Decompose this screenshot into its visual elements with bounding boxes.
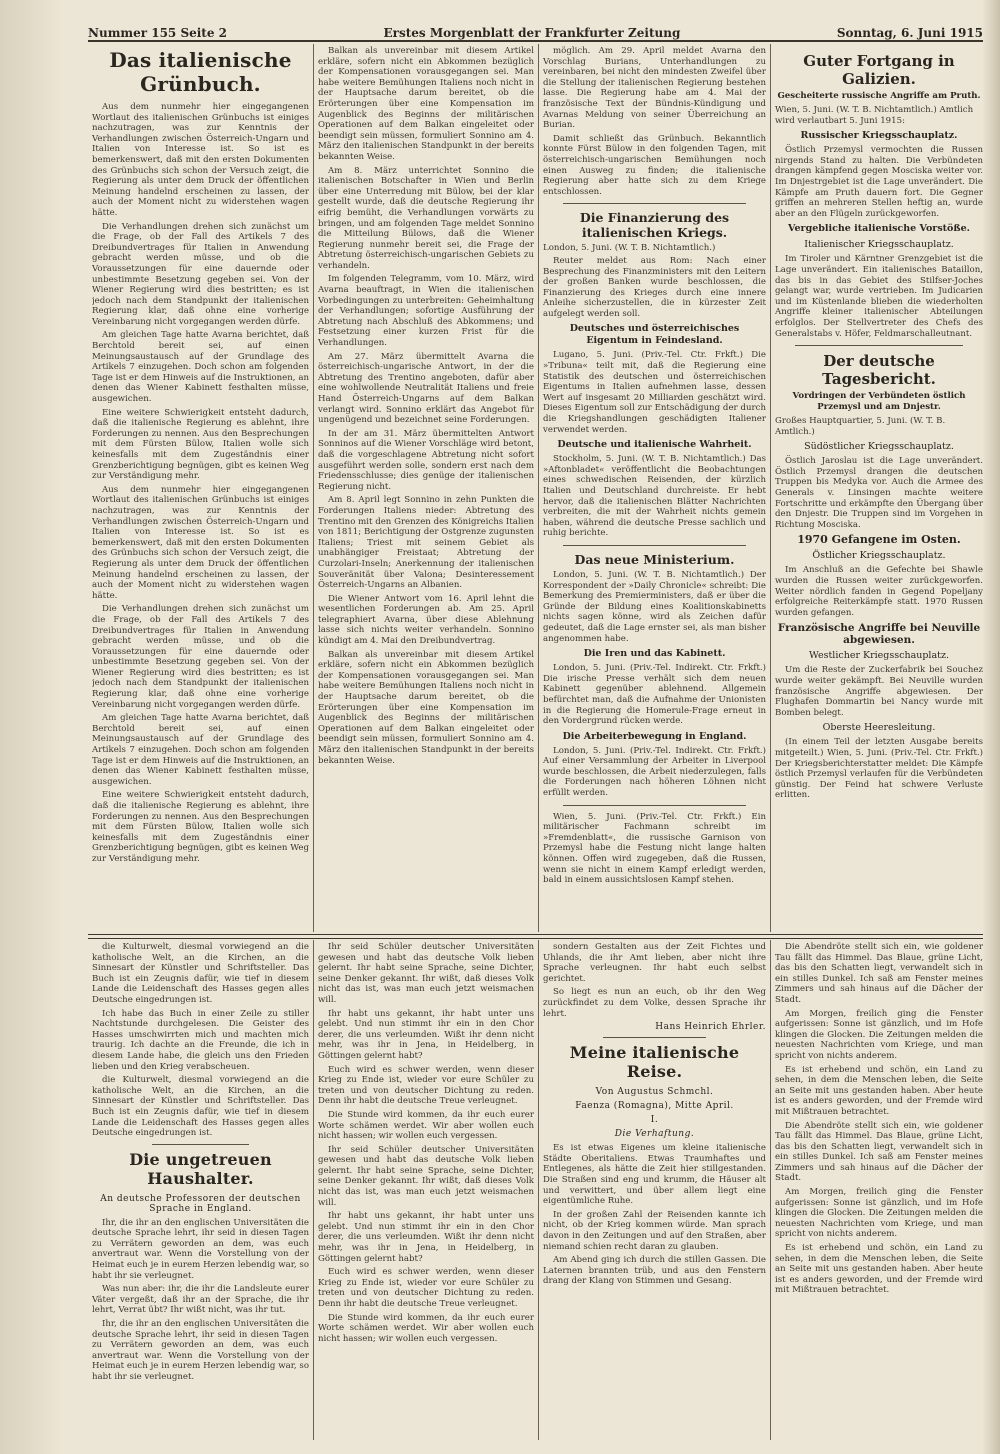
feuilleton-subtitle: An deutsche Professoren der deutschen Sprache in England. bbox=[100, 1193, 301, 1214]
binding-shadow bbox=[0, 0, 62, 1454]
paragraph: Ihr, die ihr an den englischen Universitäten die deutsche Sprache lehrt, ihr seid in diesen Tagen zu Verrätern geworden an dem, was euch anvertraut war. Wenn die Vorstellung von der Heimat euch je in eurem Herzen lebendig war, so habt ihr sie verleugnet. bbox=[92, 1319, 309, 1382]
paragraph: London, 5. Juni. (Priv.-Tel. Indirekt. Ctr. Frkft.) Die irische Presse verhält sich dem neuen Kabinett gegenüber ablehnend. Allgemein befürchtet man, daß die Aufnahme der Unionisten in die Regierung die Homerule-Frage erneut in den Vordergrund rücken werde. bbox=[543, 663, 766, 727]
paragraph: Östlich Przemysl vermochten die Russen nirgends Stand zu halten. Die Verbündeten drangen kämpfend gegen Mosciska weiter vor. Im Dnjestrgebiet ist die Lage unverändert. Die Kämpfe am Pruth dauern fort. Die Gegner griffen an mehreren Stellen heftig an, wurde aber an den Flügeln zurückgeworfen. bbox=[775, 145, 983, 219]
paragraph: möglich. Am 29. April meldet Avarna den Vorschlag Burians, Unterhandlungen zu vereinbaren, bei nicht den mindesten Zweifel über die Stellung der italienischen Regierung bestehen lasse. Die Regierung habe am 4. Mai der französische Text der Bündnis-Kündigung und Avarnas Meldung von seiner Überreichung an Burian. bbox=[543, 46, 766, 131]
paragraph: London, 5. Juni. (W. T. B. Nichtamtlich.) Der Korrespondent der »Daily Chronicle« schreibt: Die Bemerkung des Premierministers, daß er über die Gründe der Bildung eines Koalitionskabinetts nichts sagen könne, wird als Zeichen dafür gedeutet, daß die Lage ernster sei, als man bisher angenommen habe. bbox=[543, 569, 766, 644]
paragraph: Es ist erhebend und schön, ein Land zu sehen, in dem die Menschen leben, die Seite an Seite mit uns gestanden haben. Aber heute ist es anders geworden, und der Fremde wird mit Mißtrauen betrachtet. bbox=[775, 1064, 983, 1117]
theater-heading: Russischer Kriegsschauplatz. bbox=[800, 130, 958, 142]
paragraph: sondern Gestalten aus der Zeit Fichtes und Uhlands, die ihr Amt lieben, aber nicht ihre Sprache verleugnen. Ihr habt euch selbst gerichtet. bbox=[543, 942, 766, 984]
column-rule bbox=[770, 44, 771, 932]
paragraph: Am gleichen Tage hatte Avarna berichtet, daß Berchtold bereit sei, auf einen Meinungsaustausch auf der Grundlage des Artikels 7 einzugehen. Doch schon am folgenden Tage ist er dem Hinweis auf die Instruktionen, an denen das Wiener Kabinett festhalten müsse, ausgewichen. bbox=[92, 330, 309, 405]
feuilleton-divider bbox=[88, 934, 983, 939]
paragraph: Euch wird es schwer werden, wenn dieser Krieg zu Ende ist, wieder vor eure Schüler zu treten und von deutscher Dichtung zu reden. Denn ihr habt die deutsche Treue verleugnet. bbox=[318, 1267, 534, 1309]
paragraph: Am Morgen, freilich ging die Fenster aufgerissen: Sonne ist gänzlich, und im Hofe klingen die Glocken. Die Zeitungen melden die neuesten Nachrichten vom Kriege, und man spricht von nichts anderem. bbox=[775, 1187, 983, 1240]
feuilleton-column-4 bbox=[775, 942, 983, 1442]
paragraph: Aus dem nunmehr hier eingegangenen Wortlaut des italienischen Grünbuchs ist einiges nachzutragen, was zur Kenntnis der Verhandlungen zwischen Österreich-Ungarn und Italien von Interesse ist. So ist es bemerkenswert, daß mit den ersten Dokumenten des Grünbuchs sich schon der Versuch zeigt, die Regierung als unter dem Druck der öffentlichen Meinung handelnd erscheinen zu lassen, der auch der Moment nicht zu widerstehen wagen hätte. bbox=[92, 484, 309, 601]
paragraph: Was nun aber: ihr, die ihr die Landsleute eurer Väter vergeßt, daß ihr an der Sprache, die ihr lehrt, Verrat übt? Ihr wißt nicht, was ihr tut. bbox=[92, 1284, 309, 1316]
paragraph: Die Verhandlungen drehen sich zunächst um die Frage, ob der Fall des Artikels 7 des Dreibundvertrages für Italien in Anwendung gebracht werden müsse, und ob die Voraussetzungen für eine dauernde oder unbestimmte Besetzung gegeben sei. Von der Wiener Regierung wird dies bestritten; es ist jedoch nach dem Standpunkt der italienischen Regierung klar, daß ohne eine vorherige Vereinbarung nicht vorgegangen werden dürfe. bbox=[92, 604, 309, 710]
paragraph: Die Abendröte stellt sich ein, wie goldener Tau fällt das Himmel. Das Blaue, grüne Licht, das bis den Schatten liegt, verwandelt sich in ein stilles Dunkel. Ich saß am Fenster meines Zimmers und sah hinaus auf die Dächer der Stadt. bbox=[775, 1120, 983, 1184]
paragraph: Ihr habt uns gekannt, ihr habt unter uns gelebt. Und nun stimmt ihr ein in den Chor derer, die uns verleumden. Wißt ihr denn nicht mehr, was ihr in Jena, in Heidelberg, in Göttingen gelernt habt? bbox=[318, 1211, 534, 1264]
paragraph: Östlich Jaroslau ist die Lage unverändert. Östlich Przemysl drangen die deutschen Truppen bis Medyka vor. Auch die Armee des Generals v. Linsingen machte weitere Fortschritte und erkämpfte den Übergang über den Dnjestr. Die Truppen sind im Vorgehen in Richtung Mosciska. bbox=[775, 456, 983, 530]
paragraph: Am Morgen, freilich ging die Fenster aufgerissen: Sonne ist gänzlich, und im Hofe klingen die Glocken. Die Zeitungen melden die neuesten Nachrichten vom Kriege, und man spricht von nichts anderem. bbox=[775, 1008, 983, 1061]
column-4 bbox=[775, 46, 983, 930]
section-divider bbox=[152, 1144, 249, 1145]
feuilleton-column-3 bbox=[543, 942, 766, 1442]
paragraph: In der am 31. März übermittelten Antwort Sonninos auf die Wiener Vorschläge wird betont, daß die vorgeschlagene Abtretung nicht sofort ausgeführt werden solle, sondern erst nach dem Friedensschlusse; dies genüge der italienischen Regierung nicht. bbox=[318, 428, 534, 492]
section-divider bbox=[603, 1037, 706, 1038]
column-rule bbox=[313, 44, 314, 932]
column-rule bbox=[770, 940, 771, 1440]
article-title-gruenbuch: Das italienische Grünbuch. bbox=[109, 48, 292, 96]
article-title-tagesbericht: Der deutsche Tagesbericht. bbox=[822, 352, 936, 389]
issue-number: Nummer 155 Seite 2 bbox=[88, 26, 228, 40]
paragraph: Die Stunde wird kommen, da ihr euch eurer Worte schämen werdet. Wir aber wollen euch nicht hassen; wir wollen euch vergessen. bbox=[318, 1109, 534, 1142]
paragraph: Ihr seid Schüler deutscher Universitäten gewesen und habt das deutsche Volk lieben gelernt. Ihr habt seine Sprache, seine Dichter, seine Denker gekannt. Ihr wißt, daß dieses Volk nicht das ist, was man euch jetzt weismachen will. bbox=[318, 942, 534, 1005]
article-title-property: Deutsches und österreichisches Eigentum in Feindesland. bbox=[569, 323, 740, 347]
place-dateline: Faenza (Romagna), Mitte April. bbox=[575, 1101, 734, 1112]
paragraph: London, 5. Juni. (Priv.-Tel. Indirekt. Ctr. Frkft.) Auf einer Versammlung der Arbeiter in Liverpool wurde beschlossen, die Arbeit niederzulegen, falls die Forderungen nach höheren Löhnen nicht erfüllt werden. bbox=[543, 745, 766, 799]
signature: Hans Heinrich Ehrler. bbox=[655, 1022, 766, 1033]
paragraph: Am gleichen Tage hatte Avarna berichtet, daß Berchtold bereit sei, auf einen Meinungsaustausch auf der Grundlage des Artikels 7 einzugehen. Doch schon am folgenden Tage ist er dem Hinweis auf die Instruktionen, an denen das Wiener Kabinett festhalten müsse, ausgewichen. bbox=[92, 713, 309, 787]
page-header bbox=[88, 22, 983, 42]
paragraph: die Kulturwelt, diesmal vorwiegend an die katholische Welt, an die Kirchen, an die Sinnesart der Künstler und Schriftsteller. Das Buch ist ein Zeugnis dafür, wie tief in diesem Lande die Leidenschaft des Hasses gegen alles Deutsche eingedrungen ist. bbox=[92, 942, 309, 1005]
column-2 bbox=[318, 46, 534, 930]
theater-heading: Südöstlicher Kriegsschauplatz. bbox=[804, 441, 954, 453]
paragraph: Euch wird es schwer werden, wenn dieser Krieg zu Ende ist, wieder vor eure Schüler zu treten und von deutscher Dichtung zu reden. Denn ihr habt die deutsche Treue verleugnet. bbox=[318, 1064, 534, 1107]
dateline: Wien, 5. Juni. (W. T. B. Nichtamtlich.) Amtlich wird verlautbart 5. Juni 1915: bbox=[775, 105, 974, 126]
article-subtitle: Vordringen der Verbündeten östlich Przemysl und am Dnjestr. bbox=[792, 391, 966, 413]
paragraph: Am 8. März unterrichtet Sonnino die italienischen Botschafter in Wien und Berlin über eine Unterredung mit Bülow, bei der klar gestellt wurde, daß die deutsche Regierung ihr eifrig bemüht, die Verhandlungen vorwärts zu bringen, und am folgenden Tage meldet Sonnino die Mitteilung Bülows, daß die Wiener Regierung nunmehr bereit sei, die Frage der Abtretung österreichisch-ungarischen Gebiets zu verhandeln. bbox=[318, 165, 534, 271]
paragraph: Balkan als unvereinbar mit diesem Artikel erkläre, sofern nicht ein Abkommen bezüglich der Kompensationen vorausgegangen sei. Man habe weitere Bemühungen Italiens noch nicht in der Hauptsache darum bereitet, ob die Erörterungen über eine Kompensation im Augenblick des Beginns der militärischen Operationen auf dem Balkan eingeleitet oder beendigt sein müssen, formuliert Sonnino am 4. März den italienischen Standpunkt in der bereits bekannten Weise. bbox=[318, 649, 534, 766]
dateline: Großes Hauptquartier, 5. Juni. (W. T. B. Amtlich.) bbox=[775, 416, 946, 437]
section-subheading: 1970 Gefangene im Osten. bbox=[797, 533, 961, 547]
section-divider bbox=[795, 345, 963, 346]
paragraph: Reuter meldet aus Rom: Nach einer Besprechung des Finanzministers mit den Leitern der großen Banken wurde beschlossen, die Finanzierung des Krieges durch eine innere Anleihe sicherzustellen, die in kürzester Zeit aufgelegt werden soll. bbox=[543, 255, 766, 319]
paragraph: Ihr seid Schüler deutscher Universitäten gewesen und habt das deutsche Volk lieben gelernt. Ihr habt seine Sprache, seine Dichter, seine Denker gekannt. Ihr wißt, daß dieses Volk nicht das ist, was man euch jetzt weismachen will. bbox=[318, 1144, 534, 1208]
masthead-title: Erstes Morgenblatt der Frankfurter Zeitung bbox=[383, 26, 681, 40]
column-rule bbox=[538, 44, 539, 932]
feuilleton-title-reise: Meine italienische Reise. bbox=[569, 1043, 740, 1082]
paragraph: Es ist etwas Eigenes um kleine italienische Städte Oberitaliens. Etwas Traumhaftes und Entlegenes, als hätte die Zeit hier stillgestanden. Die Straßen sind eng und krumm, die Häuser alt und verwittert, und über allem liegt eine eigentümliche Ruhe. bbox=[543, 1143, 766, 1207]
section-subheading: Französische Angriffe bei Neuville abgewiesen. bbox=[777, 622, 981, 647]
feuilleton-column-2 bbox=[318, 942, 534, 1442]
article-title-finance: Die Finanzierung des italienischen Kriegs. bbox=[579, 210, 730, 241]
section-subheading: Vergebliche italienische Vorstöße. bbox=[788, 223, 970, 235]
dateline: London, 5. Juni. (W. T. B. Nichtamtlich.) bbox=[543, 243, 716, 254]
signature: Oberste Heeresleitung. bbox=[822, 722, 936, 734]
chapter-title: Die Verhaftung. bbox=[614, 1129, 695, 1140]
paragraph: Die Stunde wird kommen, da ihr euch eurer Worte schämen werdet. Wir aber wollen euch nicht hassen; wir wollen euch vergessen. bbox=[318, 1312, 534, 1344]
section-divider bbox=[563, 203, 746, 204]
column-rule bbox=[538, 940, 539, 1440]
feuilleton-column-1 bbox=[92, 942, 309, 1442]
article-title-ministry: Das neue Ministerium. bbox=[574, 551, 735, 567]
paragraph: Am Abend ging ich durch die stillen Gassen. Die Laternen brannten trüb, und aus den Fenstern drang der Klang von Stimmen und Gesang. bbox=[543, 1255, 766, 1287]
paragraph: Am 27. März übermittelt Avarna die österreichisch-ungarische Antwort, in der die Abtretung des Trentino angeboten, dafür aber eine wohlwollende Neutralität Italiens und freie Hand Österreich-Ungarns auf dem Balkan verlangt wird. Sonnino erklärt das Angebot für ungenügend und bezeichnet seine Forderungen. bbox=[318, 351, 534, 426]
article-title-truth: Deutsche und italienische Wahrheit. bbox=[557, 439, 752, 451]
theater-heading: Italienischer Kriegsschauplatz. bbox=[804, 239, 954, 251]
paragraph: Es ist erhebend und schön, ein Land zu sehen, in dem die Menschen leben, die Seite an Seite mit uns gestanden haben. Aber heute ist es anders geworden, und der Fremde wird mit Mißtrauen betrachtet. bbox=[775, 1243, 983, 1296]
paragraph: Am 8. April legt Sonnino in zehn Punkten die Forderungen Italiens nieder: Abtretung des Trentino mit den Grenzen des Königreichs Italien von 1811; Berichtigung der Ostgrenze zugunsten Italiens; Triest mit seinem Gebiet als unabhängiger Freistaat; Abtretung der Curzolari-Inseln; Anerkennung der italienischen Souveränität über Valona; Desinteressement Österreich-Ungarns an Albanien. bbox=[318, 495, 534, 591]
column-1 bbox=[92, 46, 309, 930]
paragraph: So liegt es nun an euch, ob ihr den Weg zurückfindet zu dem Volke, dessen Sprache ihr lehrt. bbox=[543, 987, 766, 1019]
column-rule bbox=[313, 940, 314, 1440]
paragraph: Lugano, 5. Juni. (Priv.-Tel. Ctr. Frkft.) Die »Tribuna« teilt mit, daß die Regierung eine Statistik des deutschen und österreichischen Eigentums in Italien aufnehmen lasse, dessen Wert auf insgesamt 20 Milliarden geschätzt wird. Dieses Eigentum soll zur Entschädigung der durch die Kriegshandlungen geschädigten Italiener verwendet werden. bbox=[543, 350, 766, 435]
article-title-labour: Die Arbeiterbewegung in England. bbox=[562, 730, 747, 742]
paragraph: Ihr habt uns gekannt, ihr habt unter uns gelebt. Und nun stimmt ihr ein in den Chor derer, die uns verleumden. Wißt ihr denn nicht mehr, was ihr in Jena, in Heidelberg, in Göttingen gelernt habt? bbox=[318, 1008, 534, 1061]
paragraph: Damit schließt das Grünbuch. Bekanntlich konnte Fürst Bülow in den folgenden Tagen, mit österreichisch-ungarischen Bemühungen noch einen Ausweg zu finden; die italienische Regierung aber hatte sich zu dem Kriege entschlossen. bbox=[543, 133, 766, 197]
paragraph: Ihr, die ihr an den englischen Universitäten die deutsche Sprache lehrt, ihr seid in diesen Tagen zu Verrätern geworden an dem, was euch anvertraut war. Wenn die Vorstellung von der Heimat euch je in eurem Herzen lebendig war, so habt ihr sie verleugnet. bbox=[92, 1217, 309, 1281]
paragraph: Wien, 5. Juni. (Priv.-Tel. Ctr. Frkft.) Ein militärischer Fachmann schreibt im »Fremdenblatt«, die russische Garnison von Przemysl habe die Festung nicht lange halten können. Offen wird zugegeben, daß die Russen, wenn sie nicht in einem Kampf erledigt werden, bald in einem aussichtslosen Kampf stehen. bbox=[543, 811, 766, 886]
paragraph: Die Abendröte stellt sich ein, wie goldener Tau fällt das Himmel. Das Blaue, grüne Licht, das bis den Schatten liegt, verwandelt sich in ein stilles Dunkel. Ich saß am Fenster meines Zimmers und sah hinaus auf die Dächer der Stadt. bbox=[775, 942, 983, 1005]
article-title-irish: Die Iren und das Kabinett. bbox=[583, 648, 726, 660]
paragraph: Die Wiener Antwort vom 16. April lehnt die wesentlichen Forderungen ab. Am 25. April telegraphiert Avarna, über diese Ablehnung lasse sich nichts weiter verhandeln. Sonnino kündigt am 4. Mai den Dreibundvertrag. bbox=[318, 593, 534, 647]
section-divider bbox=[563, 545, 746, 546]
paragraph: Eine weitere Schwierigkeit entsteht dadurch, daß die italienische Regierung es ablehnt, ihre Forderungen zu nennen. Aus den Besprechungen mit dem Fürsten Bülow, Italien wolle sich keinesfalls mit dem Zugeständnis einer Grenzberichtigung begnügen, gibt es keinen Weg zur Verständigung mehr. bbox=[92, 407, 309, 482]
author-byline: Von Augustus Schmchl. bbox=[595, 1087, 714, 1098]
paragraph: Ich habe das Buch in einer Zeile zu stiller Nachtstunde durchgelesen. Die Geister des Hasses umschwirrten mich und machten mich traurig. Ich dachte an die Freunde, die ich in diesem Lande habe, die gleich uns den Frieden lieben und den Krieg verabscheuen. bbox=[92, 1008, 309, 1072]
paragraph: Aus dem nunmehr hier eingegangenen Wortlaut des italienischen Grünbuchs ist einiges nachzutragen, was zur Kenntnis der Verhandlungen zwischen Österreich-Ungarn und Italien von Interesse ist. So ist es bemerkenswert, daß mit den ersten Dokumenten des Grünbuchs sich schon der Versuch zeigt, die Regierung als unter dem Druck der öffentlichen Meinung handelnd erscheinen zu lassen, der auch der Moment nicht zu widerstehen wagen hätte. bbox=[92, 102, 309, 218]
paragraph: Stockholm, 5. Juni. (W. T. B. Nichtamtlich.) Das »Aftonbladet« veröffentlicht die Beobachtungen eines schwedischen Reisenden, der kürzlich Italien und Deutschland durchreiste. Er hebt hervor, daß die italienischen Blätter Nachrichten verbreiten, die mit der Wahrheit nichts gemein haben, während die deutsche Presse sachlich und ruhig berichte. bbox=[543, 454, 766, 539]
theater-heading: Östlicher Kriegsschauplatz. bbox=[812, 550, 946, 562]
theater-heading: Westlicher Kriegsschauplatz. bbox=[809, 650, 949, 662]
paragraph: Im Tiroler und Kärntner Grenzgebiet ist die Lage unverändert. Ein italienisches Bataillon, das bis in das Gebiet des Stilfser-Joches gelangt war, wurde vertrieben. Im Judicarien und im Küstenlande blieben die wiederholten Angriffe kleiner italienischer Abteilungen erfolglos. Der Stellvertreter des Chefs des Generalstabs v. Höfer, Feldmarschalleutnant. bbox=[775, 254, 983, 339]
paragraph: Balkan als unvereinbar mit diesem Artikel erkläre, sofern nicht ein Abkommen bezüglich der Kompensationen vorausgegangen sei. Man habe weitere Bemühungen Italiens noch nicht in der Hauptsache darum bereitet, ob die Erörterungen über eine Kompensation im Augenblick des Beginns der militärischen Operationen auf dem Balkan eingeleitet oder beendigt sein müssen, formuliert Sonnino am 4. März den italienischen Standpunkt in der bereits bekannten Weise. bbox=[318, 46, 534, 162]
feuilleton-title-haushalter: Die ungetreuen Haushalter. bbox=[129, 1149, 272, 1188]
paragraph: Die Verhandlungen drehen sich zunächst um die Frage, ob der Fall des Artikels 7 des Dreibundvertrages für Italien in Anwendung gebracht werden müsse, und ob die Voraussetzungen für eine dauernde oder unbestimmte Besetzung gegeben sei. Von der Wiener Regierung wird dies bestritten; es ist jedoch nach dem Standpunkt der italienischen Regierung klar, daß ohne eine vorherige Vereinbarung nicht vorgegangen werden dürfe. bbox=[92, 221, 309, 327]
chapter-number: I. bbox=[650, 1115, 659, 1126]
paragraph: Eine weitere Schwierigkeit entsteht dadurch, daß die italienische Regierung es ablehnt, ihre Forderungen zu nennen. Aus den Besprechungen mit dem Fürsten Bülow, Italien wolle sich keinesfalls mit dem Zugeständnis einer Grenzberichtigung begnügen, gibt es keinen Weg zur Verständigung mehr. bbox=[92, 790, 309, 864]
section-divider bbox=[563, 805, 746, 806]
paragraph: Im Anschluß an die Gefechte bei Shawle wurden die Russen weiter zurückgeworfen. Weiter nördlich fanden in Gegend Popeljany erfolgreiche Reiterkämpfe statt. 1970 Russen wurden gefangen. bbox=[775, 565, 983, 618]
page-edge-shadow bbox=[982, 0, 1000, 1454]
paragraph: (In einem Teil der letzten Ausgabe bereits mitgeteilt.) Wien, 5. Juni. (Priv.-Tel. Ctr. Frkft.) Der Kriegsberichterstatter meldet: Die Kämpfe östlich Przemysl verlaufen für die Verbündeten günstig. Der Feind hat schwere Verluste erlitten. bbox=[775, 737, 983, 801]
issue-date: Sonntag, 6. Juni 1915 bbox=[836, 26, 983, 40]
paragraph: Um die Reste der Zuckerfabrik bei Souchez wurde weiter gekämpft. Bei Neuville wurden französische Angriffe abgewiesen. Der Flughafen Dommartin bei Nancy wurde mit Bomben belegt. bbox=[775, 665, 983, 718]
column-3 bbox=[543, 46, 766, 930]
article-title-galizien: Guter Fortgang in Galizien. bbox=[803, 52, 955, 88]
paragraph: die Kulturwelt, diesmal vorwiegend an die katholische Welt, an die Kirchen, an die Sinnesart der Künstler und Schriftsteller. Das Buch ist ein Zeugnis dafür, wie tief in diesem Lande die Leidenschaft des Hasses gegen alles Deutsche eingedrungen ist. bbox=[92, 1075, 309, 1139]
paragraph: In der großen Zahl der Reisenden kannte ich nicht, ob der Krieg kommen würde. Man sprach davon in den Zeitungen und auf den Straßen, aber niemand schien recht daran zu glauben. bbox=[543, 1209, 766, 1252]
article-subtitle: Gescheiterte russische Angriffe am Pruth. bbox=[777, 91, 981, 101]
paragraph: Im folgenden Telegramm, vom 10. März, wird Avarna beauftragt, in Wien die italienischen Vorbedingungen zu unterbreiten: Geheimhaltung der Verhandlungen; sofortige Ausführung der Abtretung nach Abschluß des Abkommens; und Festsetzung einer kurzen Frist für die Verhandlungen. bbox=[318, 274, 534, 349]
